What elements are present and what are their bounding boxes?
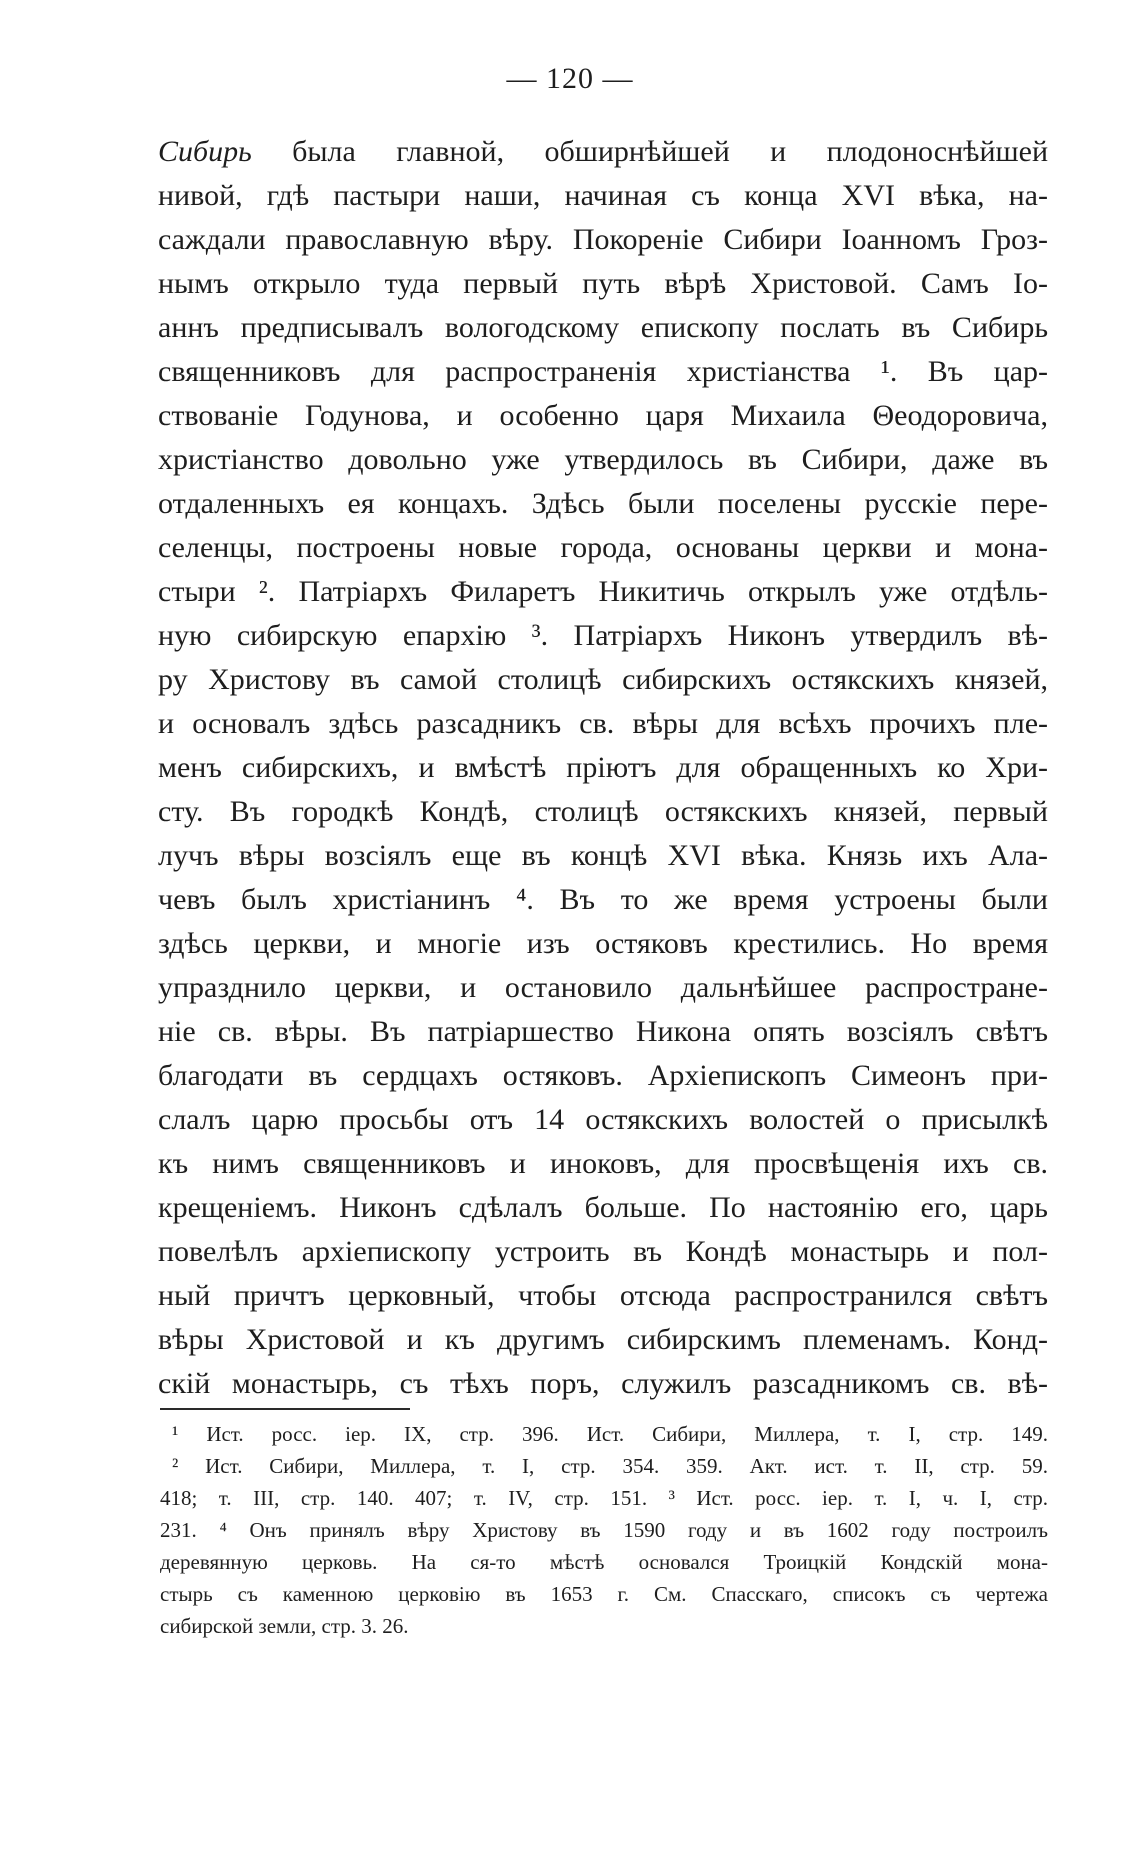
text-line: крещеніемъ. Никонъ сдѣлалъ больше. По настоянію его, царь [158,1191,1048,1224]
text-line: здѣсь церкви, и многіе изъ остяковъ крестились. Но время [158,927,1048,960]
footnote-line: сибирской земли, стр. 3. 26. [160,1614,409,1638]
footnote-line: 231. ⁴ Онъ принялъ вѣру Христову въ 1590 году и въ 1602 году построилъ [160,1518,1048,1542]
first-line-rest: была главной, обширнѣйшей и плодоноснѣйшей [292,135,1048,168]
text-line: ствованіе Годунова, и особенно царя Михаила Θеодоровича, [158,399,1048,432]
text-line: стыри ². Патріархъ Филаретъ Никитичь открылъ уже отдѣль- [158,575,1048,608]
text-line: аннъ предписывалъ вологодскому епископу послать въ Сибирь [158,311,1048,344]
main-text [158,130,1048,1406]
text-line: сту. Въ городкѣ Кондѣ, столицѣ остякскихъ князей, первый [158,795,1048,828]
text-line: ный причтъ церковный, чтобы отсюда распространился свѣтъ [158,1279,1048,1312]
text-line-first [158,130,1048,174]
footnote-line: деревянную церковь. На ся-то мѣстѣ основался Троицкій Кондскій мона- [160,1550,1048,1574]
text-line: священниковъ для распространенія христіанства ¹. Въ цар- [158,355,1048,388]
lead-word: Сибирь [158,135,252,168]
text-line: селенцы, построены новые города, основаны церкви и мона- [158,531,1048,564]
text-line: ру Христову въ самой столицѣ сибирскихъ остякскихъ князей, [158,663,1048,696]
text-line: нымъ открыло туда первый путь вѣрѣ Христовой. Самъ Іо- [158,267,1048,300]
footnotes [160,1418,1048,1642]
text-line: лучъ вѣры возсіялъ еще въ концѣ XVI вѣка. Князь ихъ Ала- [158,839,1048,872]
text-line: упразднило церкви, и остановило дальнѣйшее распростране- [158,971,1048,1004]
text-line: къ нимъ священниковъ и иноковъ, для просвѣщенія ихъ св. [158,1147,1048,1180]
text-line: христіанство довольно уже утвердилось въ Сибири, даже въ [158,443,1048,476]
footnote-line: стырь съ каменною церковію въ 1653 г. См. Спасскаго, списокъ съ чертежа [160,1582,1048,1606]
text-line: повелѣлъ архіепископу устроить въ Кондѣ монастырь и пол- [158,1235,1048,1268]
footnote-line: ² Ист. Сибири, Миллера, т. I, стр. 354. 359. Акт. ист. т. II, стр. 59. [172,1454,1048,1478]
text-line: скій монастырь, съ тѣхъ поръ, служилъ разсадникомъ св. вѣ- [158,1367,1048,1400]
text-line: отдаленныхъ ея концахъ. Здѣсь были поселены русскіе пере- [158,487,1048,520]
footnote-separator [160,1408,410,1410]
page-number: — 120 — [506,62,634,95]
text-line: ную сибирскую епархію ³. Патріархъ Никонъ утвердилъ вѣ- [158,619,1048,652]
footnote-line: ¹ Ист. росс. іер. IX, стр. 396. Ист. Сибири, Миллера, т. I, стр. 149. [172,1422,1048,1446]
text-line: вѣры Христовой и къ другимъ сибирскимъ племенамъ. Конд- [158,1323,1048,1356]
text-line: слалъ царю просьбы отъ 14 остякскихъ волостей о присылкѣ [158,1103,1048,1136]
text-line: чевъ былъ христіанинъ ⁴. Въ то же время устроены были [158,883,1048,916]
text-line: менъ сибирскихъ, и вмѣстѣ пріютъ для обращенныхъ ко Хри- [158,751,1048,784]
text-line: ніе св. вѣры. Въ патріаршество Никона опять возсіялъ свѣтъ [158,1015,1048,1048]
text-line: саждали православную вѣру. Покореніе Сибири Іоанномъ Гроз- [158,223,1048,256]
text-line: благодати въ сердцахъ остяковъ. Архіепископъ Симеонъ при- [158,1059,1048,1092]
text-line: и основалъ здѣсь разсадникъ св. вѣры для всѣхъ прочихъ пле- [158,707,1048,740]
text-line: нивой, гдѣ пастыри наши, начиная съ конца XVI вѣка, на- [158,179,1048,212]
footnote-line: 418; т. III, стр. 140. 407; т. IV, стр. 151. ³ Ист. росс. іер. т. I, ч. I, стр. [160,1486,1048,1510]
